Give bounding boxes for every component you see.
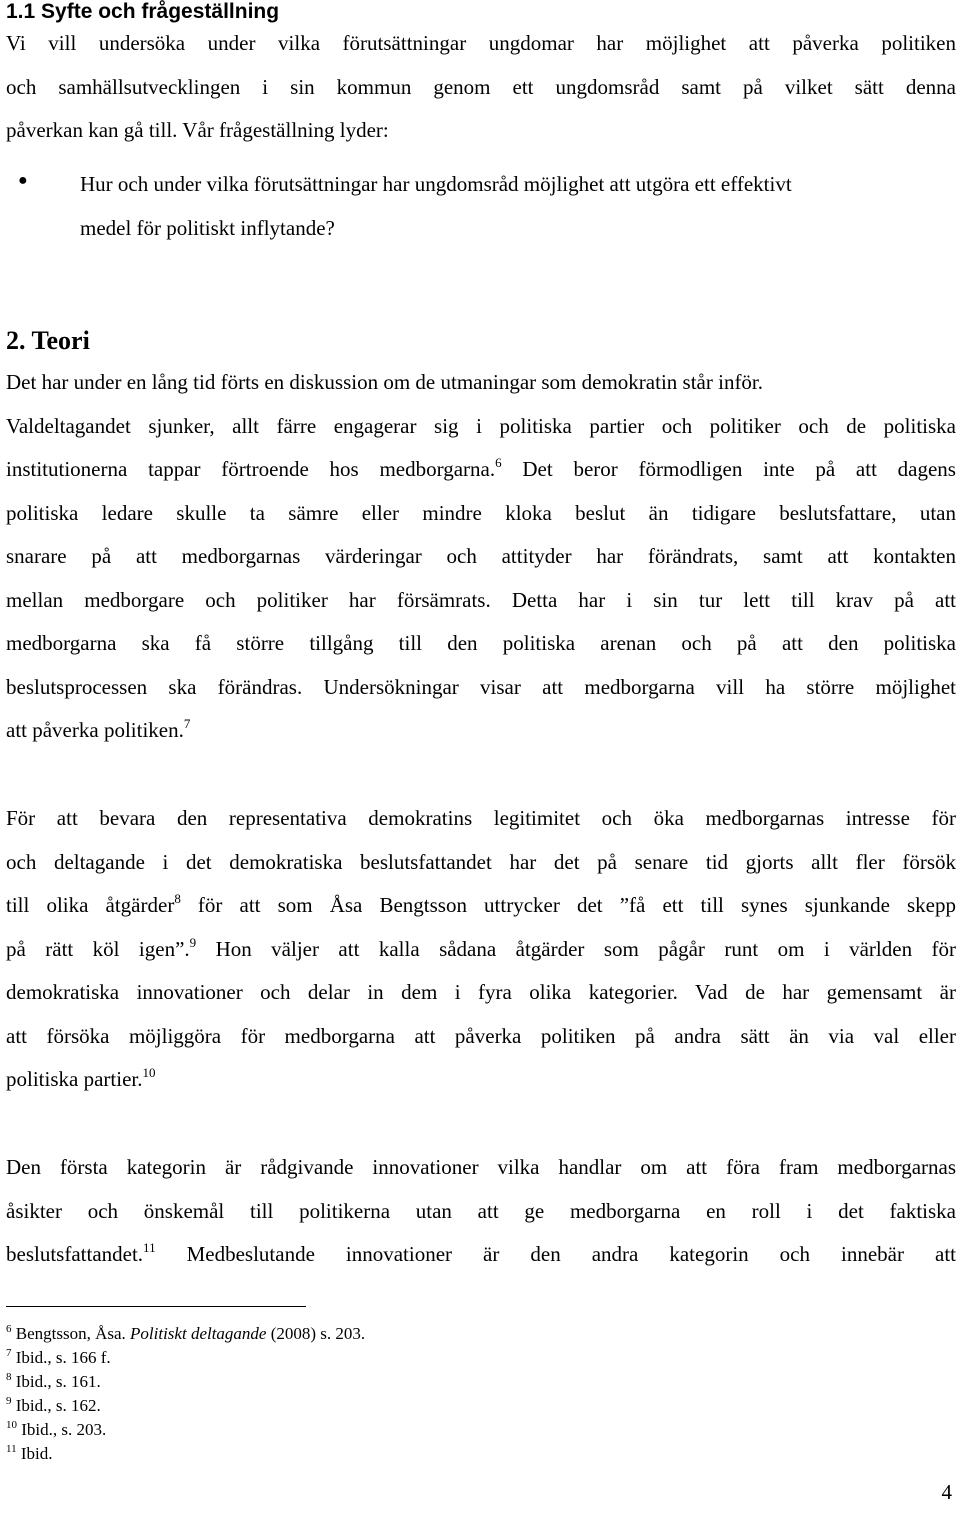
text-line: medel för politiskt inflytande? (80, 215, 335, 240)
text-line: medborgarna ska få större tillgång till den politiska arenan och på att den politiska (6, 631, 956, 655)
text-line: åsikter och önskemål till politikerna utan att ge medborgarna en roll i det faktiska (6, 1198, 956, 1223)
footnote-ref[interactable]: 8 (174, 891, 181, 906)
text-line: och samhällsutvecklingen i sin kommun genom ett ungdomsråd samt på vilket sätt denna (6, 74, 956, 99)
text-line: Hur och under vilka förutsättningar har ungdomsråd möjlighet att utgöra ett effektivt (80, 172, 792, 196)
text-line: Det har under en lång tid förts en diskussion om de utmaningar som demokratin står inför. (6, 370, 764, 394)
text-line: Valdeltagandet sjunker, allt färre engagerar sig i politiska partier och politiker och de politiska (6, 413, 956, 438)
text-line: till olika åtgärder$^8$ för att som Åsa Bengtsson uttrycker det ”få ett till synes sjunkande skepp (6, 891, 956, 917)
text-line: Vi vill undersöka under vilka förutsättningar ungdomar har möjlighet att påverka politiken (6, 31, 956, 55)
section-heading-1-1: 1.1 Syfte och frågeställning (6, 0, 280, 23)
footnote: $^9$ Ibid., s. 162. (6, 1395, 101, 1415)
paragraph-purpose (6, 31, 956, 162)
text-line: och deltagande i det demokratiska beslutsfattandet har det på senare tid gjorts allt fler försök (6, 849, 956, 874)
text-line: demokratiska innovationer och delar in dem i fyra olika kategorier. Vad de har gemensamt är (6, 980, 956, 1004)
text-line: att försöka möjliggöra för medborgarna att påverka politiken på andra sätt än via val eller (6, 1023, 956, 1048)
text-line: beslutsprocessen ska förändras. Undersökningar visar att medborgarna vill ha större möjlighet (6, 674, 956, 699)
footnote-ref[interactable]: 10 (142, 1065, 156, 1080)
text-line: institutionerna tappar förtroende hos medborgarna.$^6$ Det beror förmodligen inte på att dagens (6, 455, 956, 481)
footnote: $^6$ Bengtsson, Åsa. Politiskt deltagande (2008) s. 203. (6, 1323, 366, 1343)
text-line: mellan medborgare och politiker har försämrats. Detta har i sin tur lett till krav på att (6, 587, 956, 612)
footnote-divider (6, 1306, 306, 1307)
footnote-ref[interactable]: 6 (495, 455, 502, 470)
footnote: $^7$ Ibid., s. 166 f. (6, 1347, 111, 1367)
paragraph-theory-1 (6, 370, 956, 762)
text-line: att påverka politiken.$^7$ (6, 716, 191, 742)
text-line: beslutsfattandet.$^{11}$ Medbeslutande innovationer är den andra kategorin och innebär att (6, 1240, 956, 1266)
text-line: politiska ledare skulle ta sämre eller mindre kloka beslut än tidigare beslutsfattare, utan (6, 500, 956, 525)
text-line: påverkan kan gå till. Vår frågeställning lyder: (6, 118, 389, 142)
footnote-ref[interactable]: 9 (189, 934, 197, 950)
paragraph-theory-2 (6, 806, 956, 1111)
text-line: Den första kategorin är rådgivande innovationer vilka handlar om att föra fram medborgarnas (6, 1155, 956, 1179)
footnote: $^{10}$ Ibid., s. 203. (6, 1419, 107, 1439)
footnote-ref[interactable]: 11 (143, 1240, 156, 1255)
text-line: på rätt köl igen”.$^9$ Hon väljer att kalla sådana åtgärder som pågår runt om i världen för (6, 934, 956, 961)
text-line: För att bevara den representativa demokratins legitimitet och öka medborgarnas intresse för (6, 806, 956, 830)
page-number: 4 (941, 1480, 952, 1504)
footnote-ref[interactable]: 7 (183, 716, 191, 731)
footnote: $^{11}$ Ibid. (6, 1443, 53, 1463)
text-line: snarare på att medborgarnas värderingar och attityder har förändrats, samt att kontakten (6, 544, 956, 568)
footnote: $^8$ Ibid., s. 161. (6, 1371, 101, 1391)
paragraph-theory-3 (6, 1155, 956, 1286)
bullet-icon: ● (18, 172, 28, 189)
text-line: politiska partier.$^{10}$ (6, 1065, 156, 1091)
section-heading-2: 2. Teori (6, 326, 90, 355)
